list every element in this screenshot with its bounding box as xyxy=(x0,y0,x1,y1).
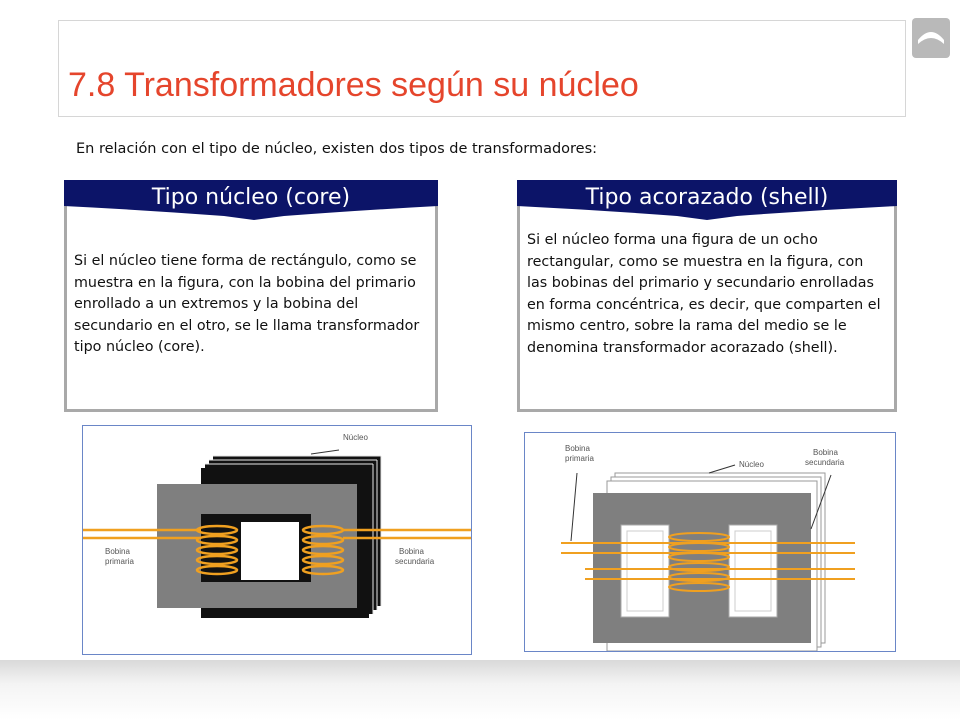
shell-nucleo-label: Núcleo xyxy=(739,460,764,469)
shell-secundaria-label-1: Bobina xyxy=(813,448,838,457)
core-secundaria-label-2: secundaria xyxy=(395,557,435,566)
panel-core-heading: Tipo núcleo (core) xyxy=(151,185,351,210)
shell-secundaria-label-2: secundaria xyxy=(805,458,845,467)
panel-shell xyxy=(517,180,897,412)
page-title: 7.8 Transformadores según su núcleo xyxy=(68,66,639,104)
core-transformer-figure xyxy=(82,425,472,655)
home-button[interactable] xyxy=(912,18,950,58)
core-primaria-label-2: primaria xyxy=(105,557,134,566)
core-primaria-label-1: Bobina xyxy=(105,547,130,556)
intro-text: En relación con el tipo de núcleo, existen dos tipos de transformadores: xyxy=(76,141,598,157)
panel-core xyxy=(64,180,438,412)
shell-primaria-label-2: primaria xyxy=(565,454,594,463)
home-icon xyxy=(912,18,950,58)
core-nucleo-label: Núcleo xyxy=(343,433,368,442)
panel-shell-heading: Tipo acorazado (shell) xyxy=(585,185,829,210)
shell-transformer-figure xyxy=(524,432,896,652)
panel-core-text: Si el núcleo tiene forma de rectángulo, como se muestra en la figura, con la bobina del primario enrollado a un extremos y la bobina del secundario en el otro, se le llama transformador tipo núcleo (core). xyxy=(74,253,420,355)
panel-shell-text: Si el núcleo forma una figura de un ocho rectangular, como se muestra en la figura, con las bobinas del primario y secundario enrolladas en forma concéntrica, es decir, que comparten el mismo centro, sobre la rama del medio se le denomina transformador acorazado (shell). xyxy=(527,232,881,356)
footer-band xyxy=(0,660,960,720)
shell-primaria-label-1: Bobina xyxy=(565,444,590,453)
core-secundaria-label-1: Bobina xyxy=(399,547,424,556)
